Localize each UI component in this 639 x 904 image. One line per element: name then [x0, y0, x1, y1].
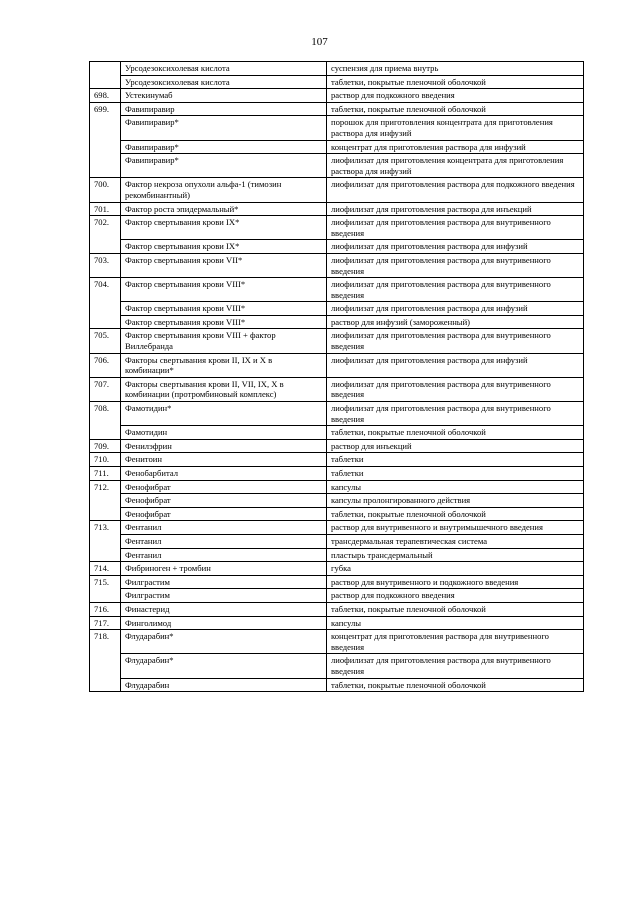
drug-name: Фактор свертывания крови VII*: [121, 253, 327, 277]
table-row: [90, 178, 584, 202]
drug-name: Финастерид: [121, 602, 327, 616]
table-row: [90, 329, 584, 353]
row-number: 716.: [90, 602, 121, 616]
dosage-form: лиофилизат для приготовления раствора для внутривенного введения: [327, 654, 584, 678]
drug-name: Флударабин*: [121, 654, 327, 678]
table-row: [90, 494, 584, 508]
row-number: 703.: [90, 253, 121, 277]
dosage-form: лиофилизат для приготовления раствора для подкожного введения: [327, 178, 584, 202]
table-row: [90, 154, 584, 178]
drug-name: Фенитоин: [121, 453, 327, 467]
table-row: [90, 140, 584, 154]
drug-name: Фактор некроза опухоли альфа-1 (тимозин рекомбинантный): [121, 178, 327, 202]
row-number: 700.: [90, 178, 121, 202]
dosage-form: лиофилизат для приготовления раствора для инфузий: [327, 240, 584, 254]
table-row: [90, 377, 584, 401]
table-row: [90, 89, 584, 103]
dosage-form: губка: [327, 562, 584, 576]
drug-name: Флударабин*: [121, 630, 327, 654]
dosage-form: пластырь трансдермальный: [327, 548, 584, 562]
row-number: [90, 62, 121, 89]
table-row: [90, 240, 584, 254]
table-row: [90, 102, 584, 116]
drug-name: Факторы свертывания крови II, IX и X в комбинации*: [121, 353, 327, 377]
table-row: [90, 678, 584, 692]
row-number: 710.: [90, 453, 121, 467]
table-row: [90, 116, 584, 140]
drug-name: Урсодезоксихолевая кислота: [121, 62, 327, 76]
dosage-form: таблетки: [327, 467, 584, 481]
table-row: [90, 302, 584, 316]
row-number: 708.: [90, 402, 121, 440]
dosage-form: таблетки, покрытые пленочной оболочкой: [327, 426, 584, 440]
row-number: 713.: [90, 521, 121, 562]
row-number: 709.: [90, 439, 121, 453]
row-number: 712.: [90, 480, 121, 521]
table-row: [90, 75, 584, 89]
table-row: [90, 548, 584, 562]
table-row: [90, 602, 584, 616]
table-row: [90, 654, 584, 678]
drug-name: Фактор свертывания крови IX*: [121, 240, 327, 254]
table-row: [90, 480, 584, 494]
drug-name: Фибриноген + тромбин: [121, 562, 327, 576]
drug-name: Фенилэфрин: [121, 439, 327, 453]
drug-name: Фактор свертывания крови VIII*: [121, 278, 327, 302]
table-row: [90, 439, 584, 453]
table-row: [90, 453, 584, 467]
drug-name: Флударабин: [121, 678, 327, 692]
row-number: 698.: [90, 89, 121, 103]
row-number: 718.: [90, 630, 121, 692]
table-row: [90, 426, 584, 440]
row-number: 717.: [90, 616, 121, 630]
row-number: 702.: [90, 216, 121, 254]
drug-name: Фенофибрат: [121, 507, 327, 521]
drug-name: Фентанил: [121, 548, 327, 562]
dosage-form: таблетки, покрытые пленочной оболочкой: [327, 102, 584, 116]
table-row: [90, 278, 584, 302]
drug-name: Фактор свертывания крови VIII + фактор Виллебранда: [121, 329, 327, 353]
dosage-form: порошок для приготовления концентрата для приготовления раствора для инфузий: [327, 116, 584, 140]
drug-name: Фенофибрат: [121, 480, 327, 494]
dosage-form: лиофилизат для приготовления раствора для инъекций: [327, 202, 584, 216]
drug-name: Фенофибрат: [121, 494, 327, 508]
row-number: 714.: [90, 562, 121, 576]
drug-name: Фамотидин*: [121, 402, 327, 426]
dosage-form: лиофилизат для приготовления раствора для инфузий: [327, 302, 584, 316]
dosage-form: лиофилизат для приготовления концентрата для приготовления раствора для инфузий: [327, 154, 584, 178]
drug-name: Филграстим: [121, 589, 327, 603]
dosage-form: таблетки, покрытые пленочной оболочкой: [327, 507, 584, 521]
row-number: 707.: [90, 377, 121, 401]
dosage-form: раствор для внутривенного и подкожного введения: [327, 575, 584, 589]
drug-name: Фавипиравир*: [121, 154, 327, 178]
drug-name: Устекинумаб: [121, 89, 327, 103]
dosage-form: лиофилизат для приготовления раствора для внутривенного введения: [327, 402, 584, 426]
dosage-form: раствор для подкожного введения: [327, 589, 584, 603]
table-row: [90, 562, 584, 576]
row-number: 715.: [90, 575, 121, 602]
dosage-form: трансдермальная терапевтическая система: [327, 534, 584, 548]
table-row: [90, 534, 584, 548]
dosage-form: капсулы: [327, 616, 584, 630]
drug-name: Фамотидин: [121, 426, 327, 440]
drug-name: Урсодезоксихолевая кислота: [121, 75, 327, 89]
row-number: 711.: [90, 467, 121, 481]
table-row: [90, 589, 584, 603]
dosage-form: капсулы пролонгированного действия: [327, 494, 584, 508]
drug-name: Фактор свертывания крови VIII*: [121, 302, 327, 316]
drug-name: Фактор свертывания крови VIII*: [121, 315, 327, 329]
table-row: [90, 62, 584, 76]
dosage-form: таблетки, покрытые пленочной оболочкой: [327, 602, 584, 616]
drug-name: Фавипиравир*: [121, 116, 327, 140]
table-row: [90, 216, 584, 240]
drug-name: Фавипиравир*: [121, 140, 327, 154]
dosage-form: лиофилизат для приготовления раствора для внутривенного введения: [327, 329, 584, 353]
table-row: [90, 521, 584, 535]
drug-name: Фактор свертывания крови IX*: [121, 216, 327, 240]
dosage-form: лиофилизат для приготовления раствора для внутривенного введения: [327, 278, 584, 302]
row-number: 706.: [90, 353, 121, 377]
table-row: [90, 630, 584, 654]
table-row: [90, 253, 584, 277]
drug-name: Филграстим: [121, 575, 327, 589]
table-row: [90, 616, 584, 630]
dosage-form: лиофилизат для приготовления раствора для внутривенного введения: [327, 216, 584, 240]
dosage-form: таблетки, покрытые пленочной оболочкой: [327, 678, 584, 692]
dosage-form: лиофилизат для приготовления раствора для инфузий: [327, 353, 584, 377]
drug-name: Факторы свертывания крови II, VII, IX, X в комбинации (протромбиновый комплекс): [121, 377, 327, 401]
dosage-form: концентрат для приготовления раствора для внутривенного введения: [327, 630, 584, 654]
table-row: [90, 315, 584, 329]
drug-name: Финголимод: [121, 616, 327, 630]
row-number: 704.: [90, 278, 121, 329]
row-number: 701.: [90, 202, 121, 216]
dosage-form: таблетки: [327, 453, 584, 467]
table-row: [90, 353, 584, 377]
table-row: [90, 202, 584, 216]
drug-name: Фавипиравир: [121, 102, 327, 116]
dosage-form: раствор для инъекций: [327, 439, 584, 453]
drug-name: Фентанил: [121, 521, 327, 535]
table-row: [90, 575, 584, 589]
dosage-form: капсулы: [327, 480, 584, 494]
drug-table: [89, 61, 584, 692]
row-number: 699.: [90, 102, 121, 178]
row-number: 705.: [90, 329, 121, 353]
drug-name: Фентанил: [121, 534, 327, 548]
dosage-form: лиофилизат для приготовления раствора для внутривенного введения: [327, 377, 584, 401]
drug-name: Фенобарбитал: [121, 467, 327, 481]
page-number: 107: [311, 36, 328, 48]
table-row: [90, 467, 584, 481]
dosage-form: суспензия для приема внутрь: [327, 62, 584, 76]
dosage-form: раствор для подкожного введения: [327, 89, 584, 103]
dosage-form: раствор для инфузий (замороженный): [327, 315, 584, 329]
drug-name: Фактор роста эпидермальный*: [121, 202, 327, 216]
table-row: [90, 507, 584, 521]
dosage-form: раствор для внутривенного и внутримышечного введения: [327, 521, 584, 535]
dosage-form: таблетки, покрытые пленочной оболочкой: [327, 75, 584, 89]
dosage-form: концентрат для приготовления раствора для инфузий: [327, 140, 584, 154]
table-row: [90, 402, 584, 426]
dosage-form: лиофилизат для приготовления раствора для внутривенного введения: [327, 253, 584, 277]
